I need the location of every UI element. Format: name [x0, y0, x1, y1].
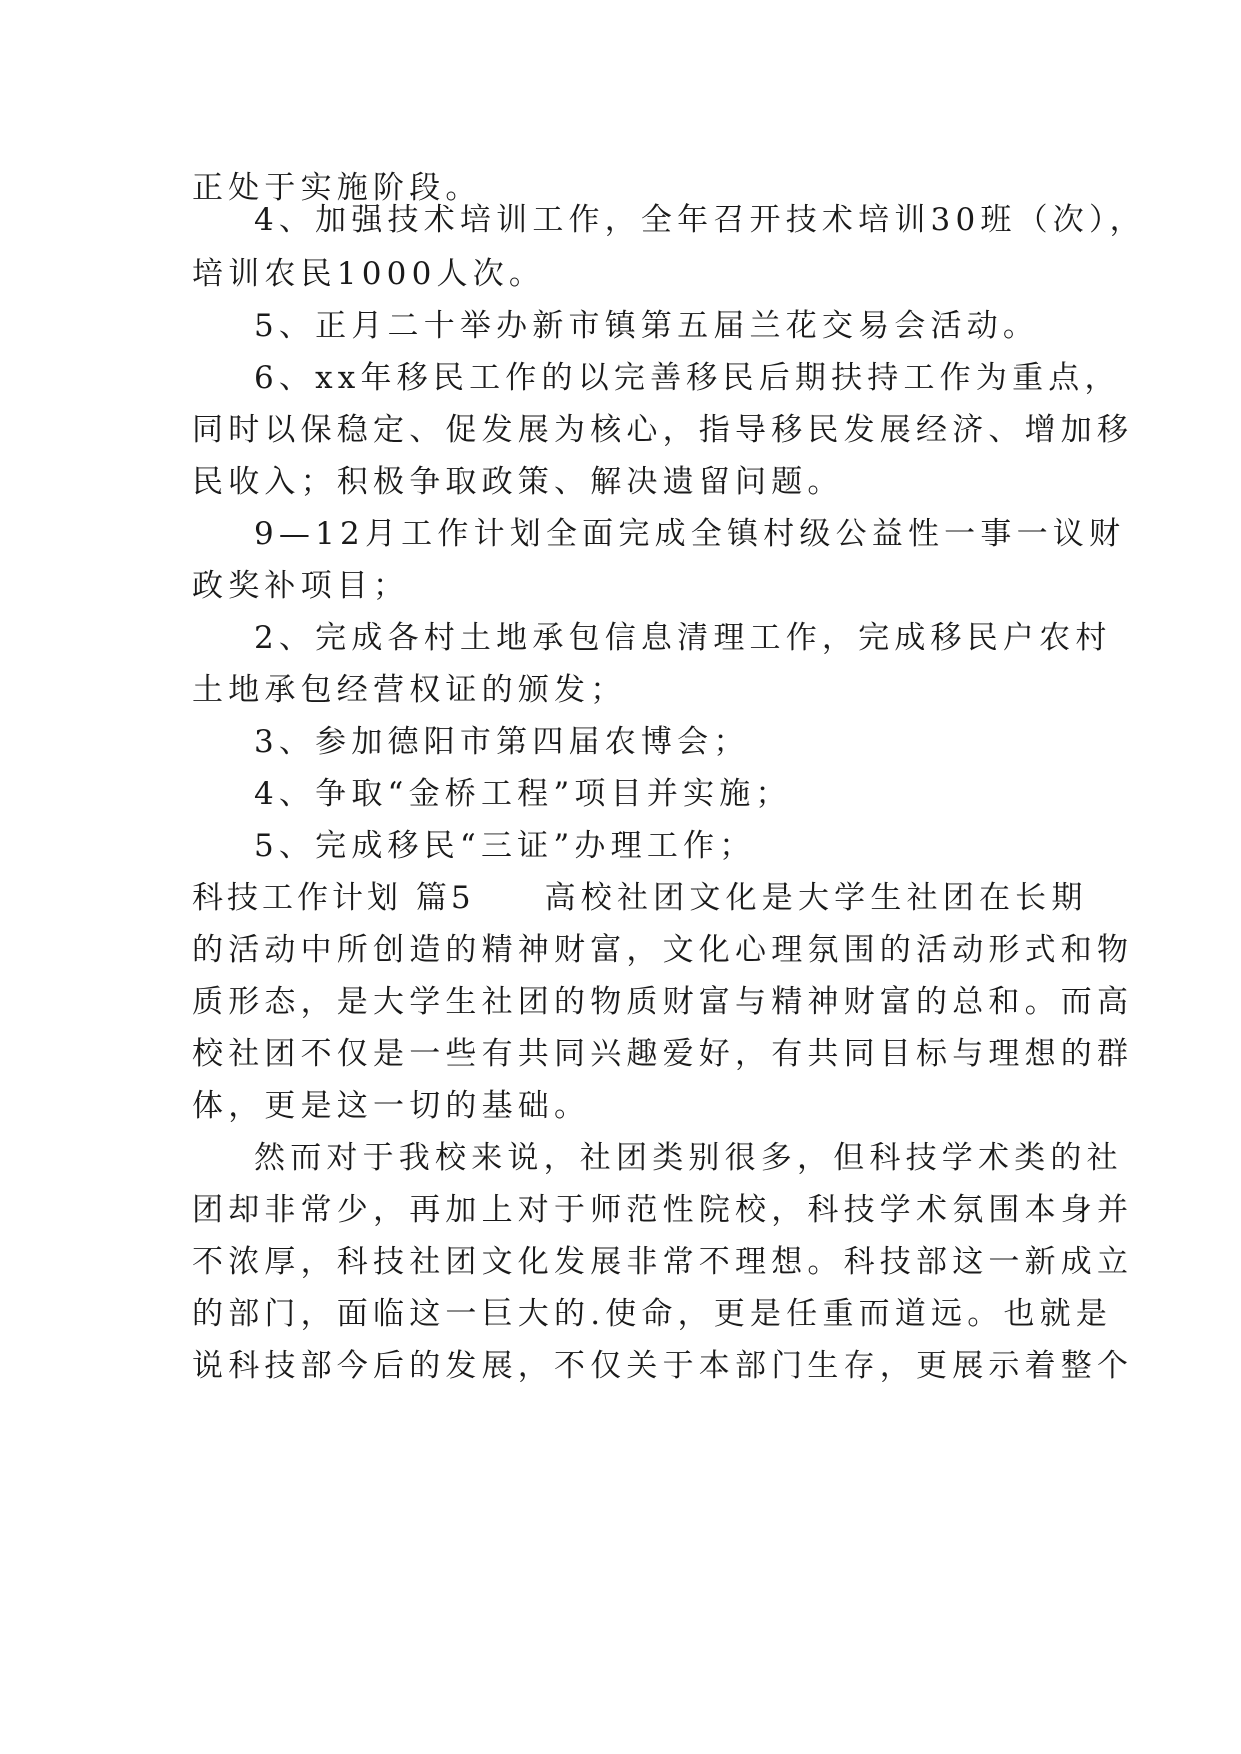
text-line: 质形态，是大学生社团的物质财富与精神财富的总和。而高 — [192, 984, 1134, 1020]
text-line: 4、加强技术培训工作，全年召开技术培训30班（次）， — [254, 202, 1146, 238]
text-line: 的活动中所创造的精神财富，文化心理氛围的活动形式和物 — [192, 932, 1134, 968]
text-line: 土地承包经营权证的颁发； — [192, 672, 627, 708]
text-line: 校社团不仅是一些有共同兴趣爱好，有共同目标与理想的群 — [192, 1036, 1134, 1072]
section-heading-line — [192, 878, 1088, 918]
text-line: 说科技部今后的发展，不仅关于本部门生存，更展示着整个 — [192, 1348, 1134, 1384]
section-heading-text: 高校社团文化是大学生社团在长期 — [544, 880, 1088, 916]
text-line: 2、完成各村土地承包信息清理工作，完成移民户农村 — [254, 620, 1112, 656]
text-line: 民收入；积极争取政策、解决遗留问题。 — [192, 464, 844, 500]
text-line: 5、正月二十举办新市镇第五届兰花交易会活动。 — [254, 308, 1040, 344]
text-line: 团却非常少，再加上对于师范性院校，科技学术氛围本身并 — [192, 1192, 1134, 1228]
text-line: 不浓厚，科技社团文化发展非常不理想。科技部这一新成立 — [192, 1244, 1134, 1280]
text-line: 5、完成移民“三证”办理工作； — [254, 828, 756, 864]
text-line: 的部门，面临这一巨大的.使命，更是任重而道远。也就是 — [192, 1296, 1113, 1332]
text-line: 同时以保稳定、促发展为核心，指导移民发展经济、增加移 — [192, 412, 1134, 448]
text-line: 6、xx年移民工作的以完善移民后期扶持工作为重点， — [254, 360, 1121, 396]
text-line: 培训农民1000人次。 — [192, 256, 546, 292]
text-line: 体，更是这一切的基础。 — [192, 1088, 591, 1124]
text-line: 3、参加德阳市第四届农博会； — [254, 724, 750, 760]
text-line: 4、争取“金桥工程”项目并实施； — [254, 776, 792, 812]
text-line: 正处于实施阶段。 — [192, 170, 482, 206]
text-line: 9—12月工作计划全面完成全镇村级公益性一事一议财 — [254, 516, 1126, 552]
section-heading-label: 科技工作计划 篇5 — [192, 880, 475, 916]
text-line: 政奖补项目； — [192, 568, 410, 604]
text-line: 然而对于我校来说，社团类别很多，但科技学术类的社 — [254, 1140, 1123, 1176]
